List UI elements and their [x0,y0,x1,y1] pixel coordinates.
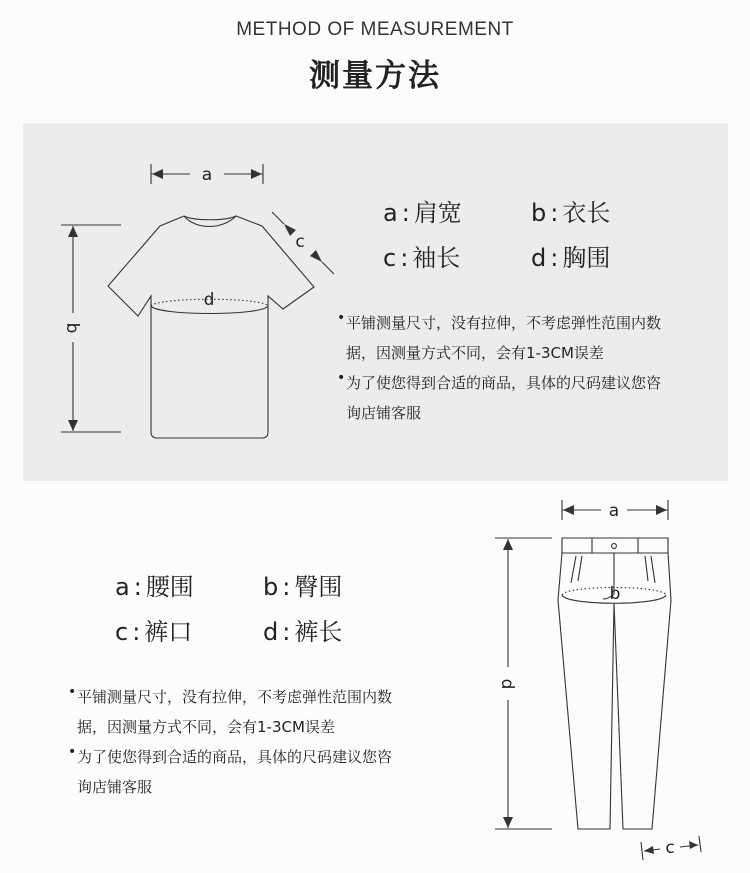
pants-dim-a-label: a [608,501,620,521]
bullet-icon: • [68,684,77,700]
pants-note-2: • 为了使您得到合适的商品，具体的尺码建议您咨 询店铺客服 [77,742,392,802]
page-title-en: METHOD OF MEASUREMENT [236,19,514,40]
pants-dim-d-label: d [497,678,517,690]
shirt-dim-a-label: a [201,165,213,185]
pants-legend-hip: b : 臀围 [263,573,343,601]
pants-dim-c-label: c [665,838,675,858]
shirt-dim-d-label: d [203,290,215,310]
pants-legend-length: d : 裤长 [263,618,343,646]
bullet-icon: • [337,370,346,386]
bullet-icon: • [337,310,346,326]
shirt-legend-chest: d : 胸围 [531,244,611,272]
shirt-dim-c-label: c [295,232,305,252]
shirt-legend-sleeve: c : 袖长 [383,244,461,272]
bullet-icon: • [68,744,77,760]
shirt-legend-length: b : 衣长 [531,199,611,227]
page-title-cn: 测量方法 [309,58,441,94]
pants-dim-b-label: b [609,584,621,604]
pants-legend-hem: c : 裤口 [115,618,193,646]
pants-legend-waist: a : 腰围 [115,573,194,601]
shirt-legend-shoulder: a : 肩宽 [383,199,462,227]
shirt-note-1: • 平铺测量尺寸，没有拉伸，不考虑弹性范围内数 据，因测量方式不同，会有1-3CM误差 [346,308,661,368]
pants-note-1: • 平铺测量尺寸，没有拉伸，不考虑弹性范围内数 据，因测量方式不同，会有1-3CM误差 [77,682,392,742]
shirt-note-2: • 为了使您得到合适的商品，具体的尺码建议您咨 询店铺客服 [346,368,661,428]
shirt-dim-b-label: b [62,322,82,334]
